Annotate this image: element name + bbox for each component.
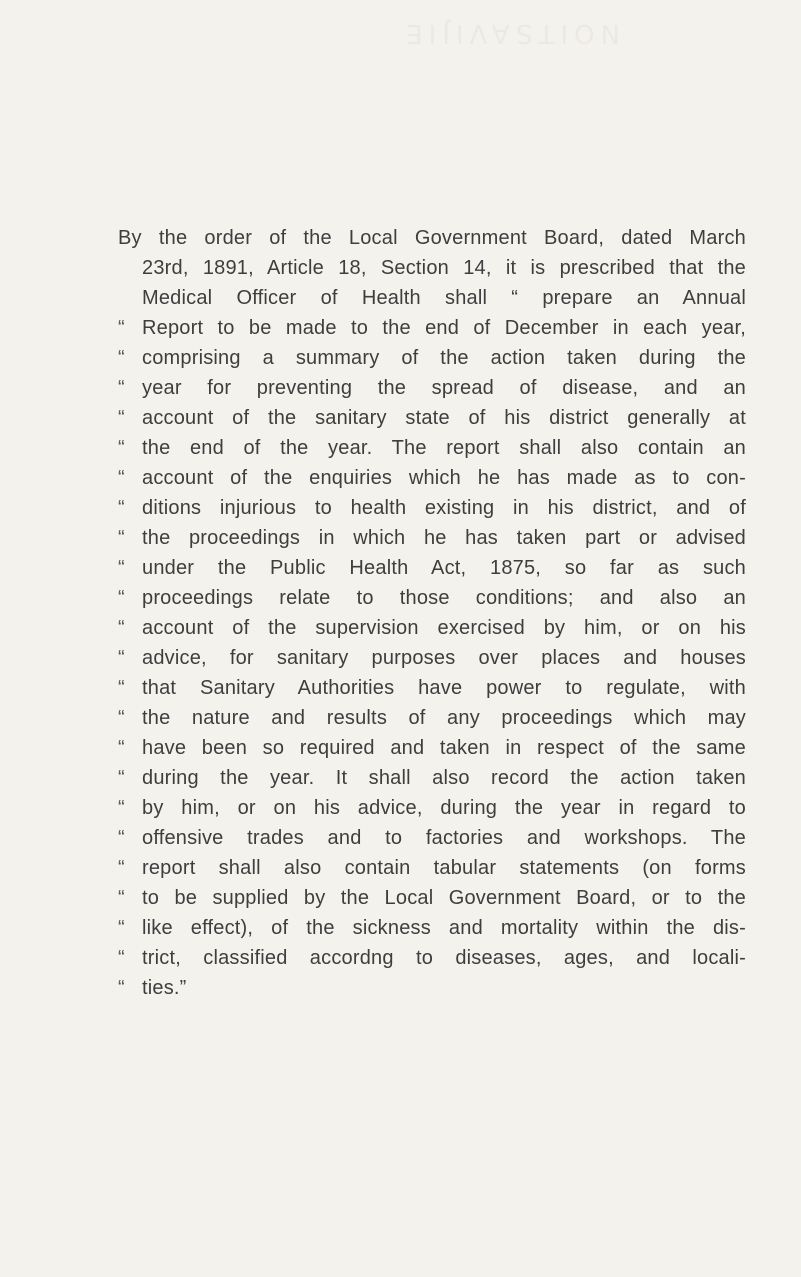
text-line: “ to be supplied by the Local Government Board, or to the	[142, 884, 746, 912]
bleed-through-text: NOITSAVIJIE	[400, 18, 620, 48]
text-line: “ by him, or on his advice, during the year in regard to	[142, 794, 746, 822]
text-line: “ under the Public Health Act, 1875, so far as such	[142, 554, 746, 582]
text-line: “ account of the enquiries which he has made as to con-	[142, 464, 746, 492]
text-line: By the order of the Local Government Board, dated March	[118, 227, 746, 249]
text-line: “ report shall also contain tabular statements (on forms	[142, 854, 746, 882]
text-line: “ Report to be made to the end of December in each year,	[142, 314, 746, 342]
text-line: “ have been so required and taken in respect of the same	[142, 734, 746, 762]
text-line: “ year for preventing the spread of disease, and an	[142, 374, 746, 402]
text-line: “ ditions injurious to health existing in his district, and of	[142, 494, 746, 522]
text-line: “ ties.”	[142, 974, 746, 1002]
text-line: “ the nature and results of any proceedings which may	[142, 704, 746, 732]
text-line: “ the proceedings in which he has taken part or advised	[142, 524, 746, 552]
text-line: “ offensive trades and to factories and workshops. The	[142, 824, 746, 852]
text-line: “ comprising a summary of the action taken during the	[142, 344, 746, 372]
text-line: “ that Sanitary Authorities have power to regulate, with	[142, 674, 746, 702]
text-line: “ the end of the year. The report shall also contain an	[142, 434, 746, 462]
text-line: “ account of the supervision exercised by him, or on his	[142, 614, 746, 642]
text-line: “ like effect), of the sickness and mortality within the dis-	[142, 914, 746, 942]
text-line: 23rd, 1891, Article 18, Section 14, it is prescribed that the	[142, 257, 746, 279]
text-line: Medical Officer of Health shall “ prepare an Annual	[142, 287, 746, 309]
text-line: “ during the year. It shall also record the action taken	[142, 764, 746, 792]
text-line: “ advice, for sanitary purposes over places and houses	[142, 644, 746, 672]
text-line: “ proceedings relate to those conditions; and also an	[142, 584, 746, 612]
text-line: “ trict, classified accordng to diseases, ages, and locali-	[142, 944, 746, 972]
text-line: “ account of the sanitary state of his district generally at	[142, 404, 746, 432]
